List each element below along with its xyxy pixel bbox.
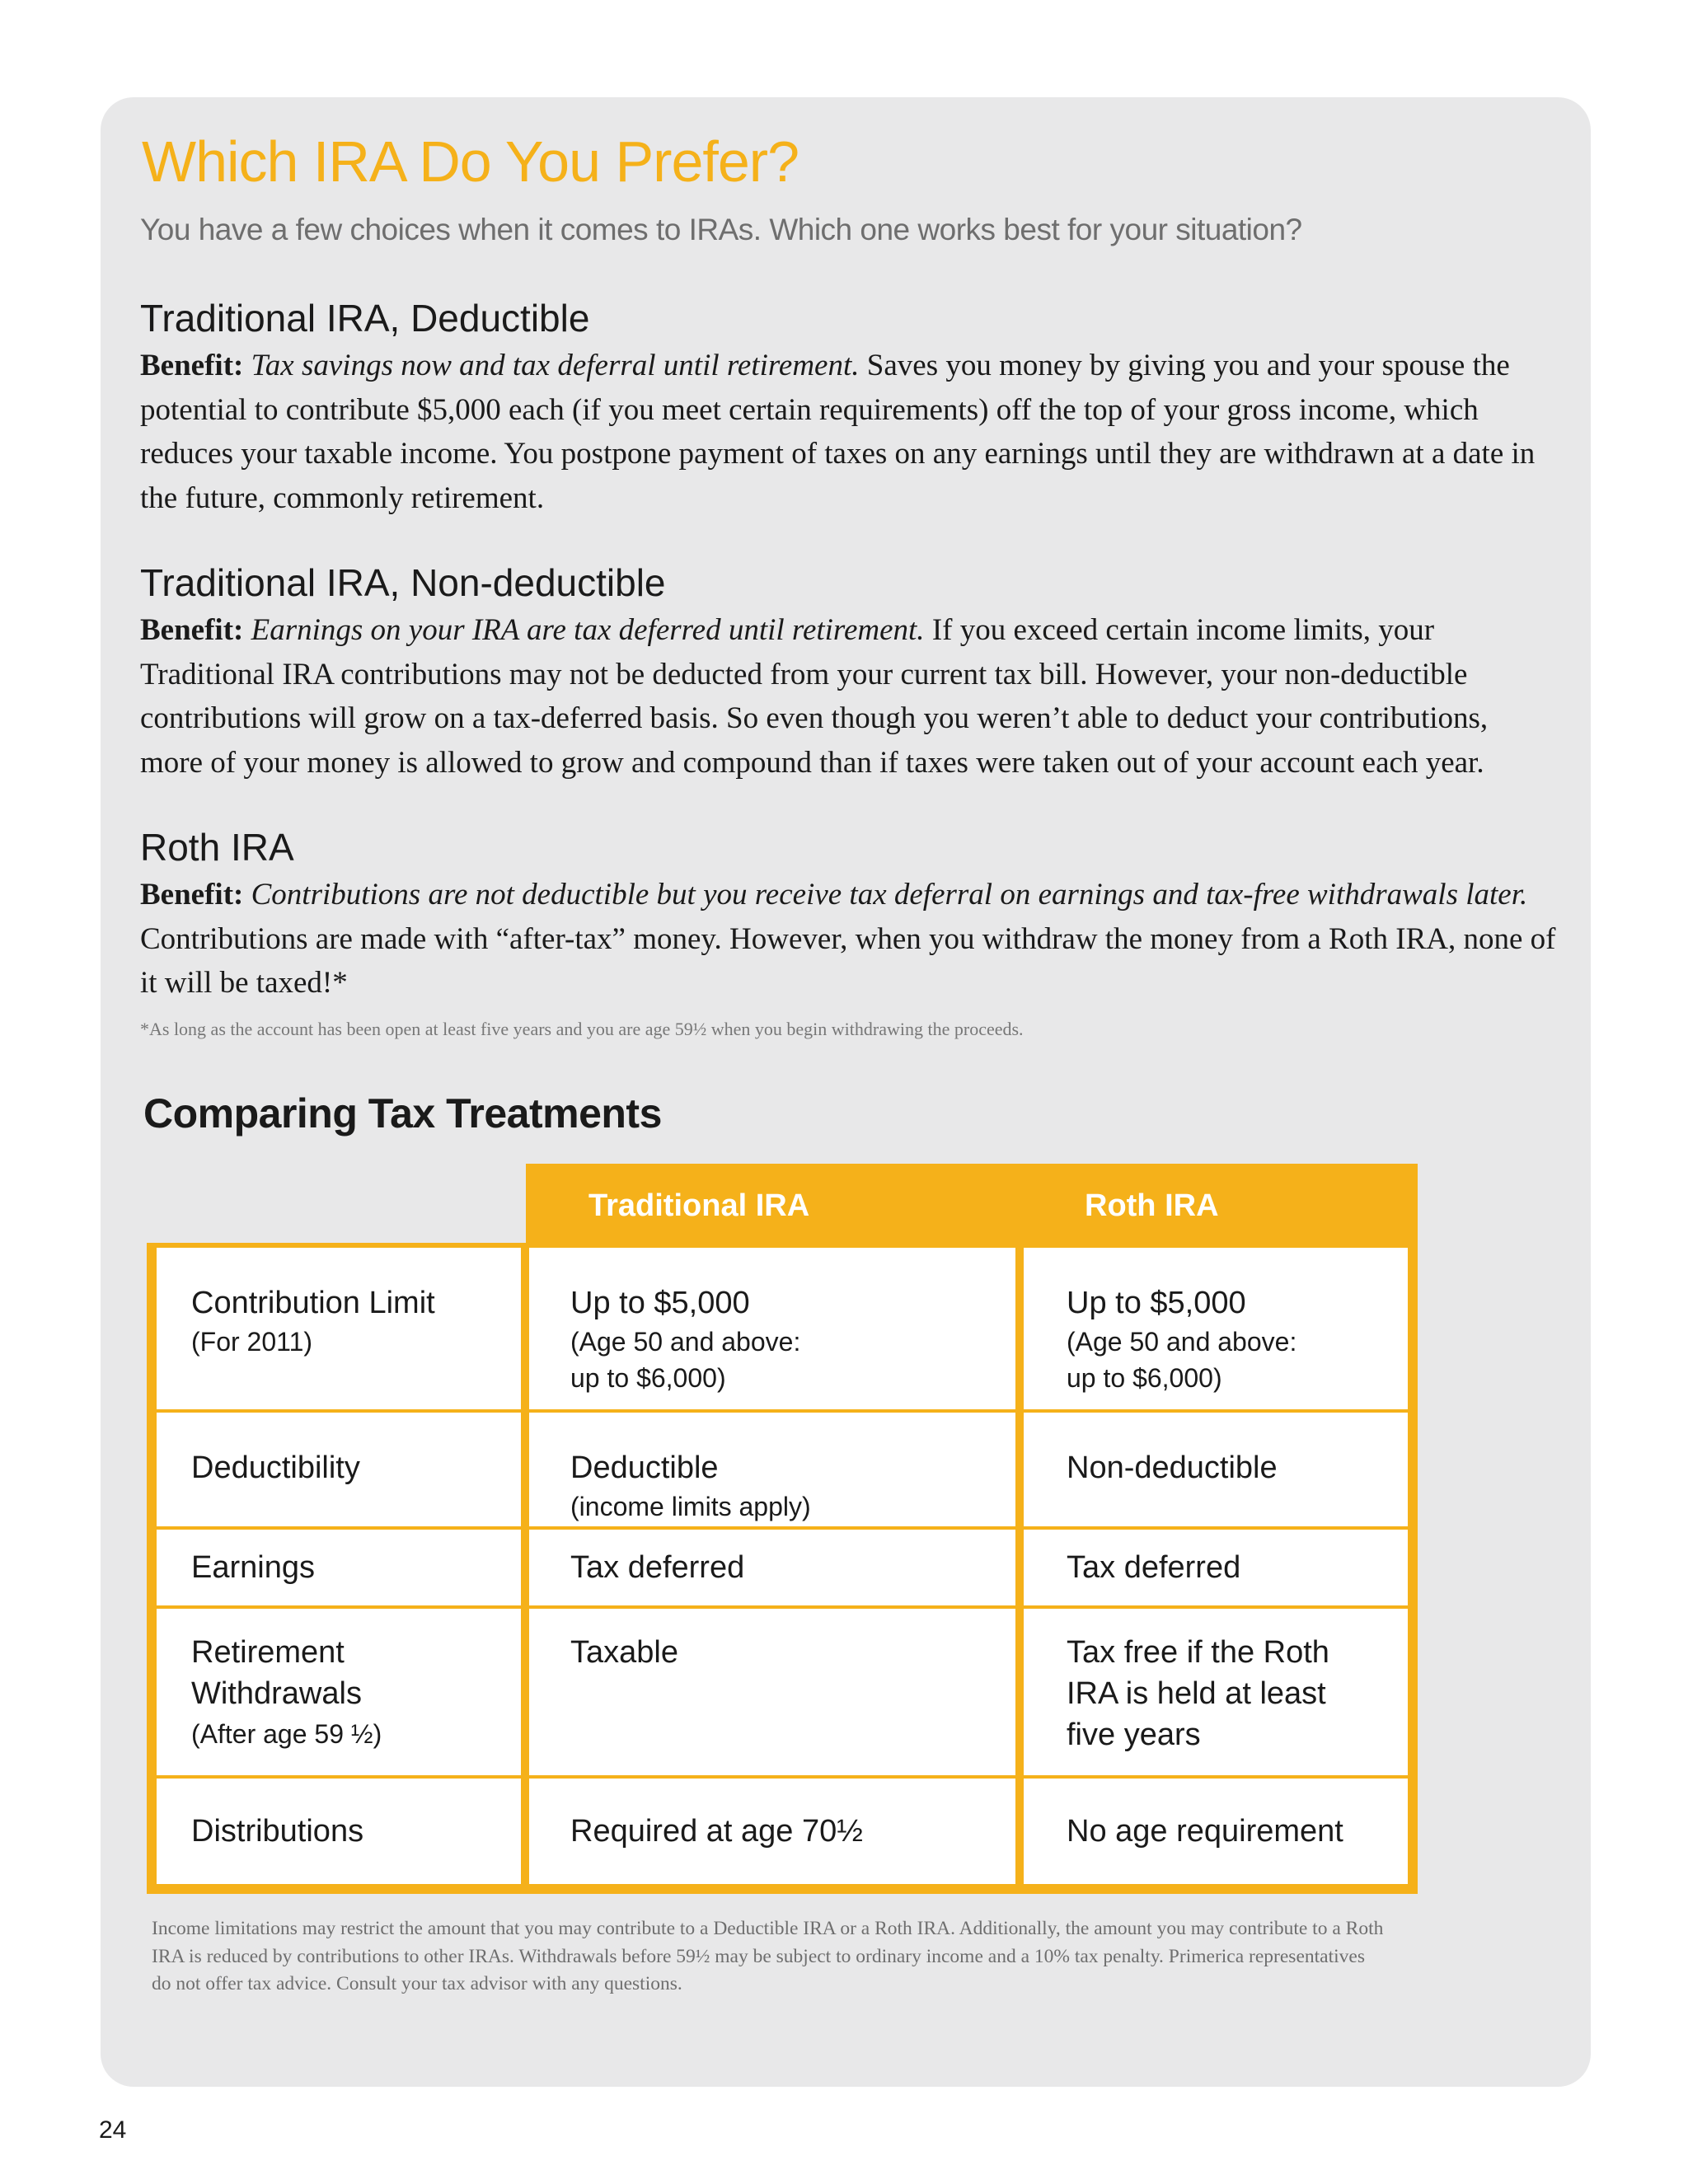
section-traditional-deductible [140, 294, 1558, 520]
row-label-sub: (After age 59 ½) [191, 1719, 382, 1749]
cell-value: Up to $5,000 [570, 1286, 750, 1320]
table-cell-roth [1024, 1413, 1408, 1526]
roth-footnote: *As long as the account has been open at least five years and you are age 59½ when you begin withdrawing the proceeds. [140, 1019, 1024, 1039]
table-cell-traditional [529, 1530, 1015, 1605]
row-label-sub: (For 2011) [191, 1327, 313, 1357]
table-row-label [157, 1248, 521, 1409]
table-row-label [157, 1530, 521, 1605]
table-cell-roth [1024, 1530, 1408, 1605]
header-roth-ira: Roth IRA [1085, 1188, 1219, 1223]
cell-value: Tax free if the Roth IRA is held at least five years [1067, 1635, 1329, 1752]
benefit-summary: Contributions are not deductible but you receive tax deferral on earnings and tax-free withdrawals later. [251, 878, 1528, 912]
cell-value: Tax deferred [570, 1550, 745, 1585]
table-row-label [157, 1779, 521, 1884]
section-traditional-nondeductible [140, 559, 1558, 785]
row-label: Contribution Limit [191, 1286, 435, 1320]
section-roth [140, 823, 1558, 1005]
cell-value: Tax deferred [1067, 1550, 1241, 1585]
disclaimer: Income limitations may restrict the amount that you may contribute to a Deductible IRA or a Roth IRA. Additionally, the amount you may contribute to a Roth IRA is reduced by contributions to other IRAs. Withdrawals before 59½ may be subject to ordinary income and a 10% tax penalty. Primerica representatives do not offer tax advice. Consult your tax advisor with any questions. [152, 1918, 1384, 1994]
section-body [140, 608, 1558, 785]
benefit-summary: Tax savings now and tax deferral until retirement. [251, 349, 860, 382]
benefit-label: Benefit: [140, 878, 244, 912]
section-heading: Roth IRA [140, 826, 294, 869]
section-heading: Traditional IRA, Deductible [140, 297, 590, 340]
benefit-label: Benefit: [140, 613, 244, 647]
table-header-bar [526, 1164, 1418, 1248]
cell-value: Required at age 70½ [570, 1814, 863, 1849]
table-cell-traditional [529, 1248, 1015, 1409]
cell-value: Deductible [570, 1451, 719, 1485]
section-heading: Traditional IRA, Non-deductible [140, 561, 666, 604]
table-row-label [157, 1609, 521, 1775]
cell-value: No age requirement [1067, 1814, 1343, 1849]
page-title: Which IRA Do You Prefer? [142, 129, 799, 194]
cell-value: Taxable [570, 1635, 678, 1670]
table-cell-roth [1024, 1779, 1408, 1884]
benefit-text: If you exceed certain income limits, your Traditional IRA contributions may not be deducted from your current tax bill. However, your non-deductible contributions will grow on a tax-deferred basis. So even though you weren’t able to deduct your contributions, more of your money is allowed to grow and compound than if taxes were taken out of your account each year. [140, 613, 1489, 780]
page-number: 24 [99, 2116, 127, 2144]
benefit-text: Saves you money by giving you and your spouse the potential to contribute $5,000 each (if you meet certain requirements) off the top of your gross income, which reduces your taxable income. You postpone payment of taxes on any earnings until they are withdrawn at a date in the future, commonly retirement. [140, 349, 1536, 515]
row-label: Distributions [191, 1814, 364, 1849]
table-cell-traditional [529, 1779, 1015, 1884]
table-cell-roth [1024, 1248, 1408, 1409]
benefit-summary: Earnings on your IRA are tax deferred until retirement. [251, 613, 925, 647]
section-body [140, 344, 1558, 520]
comparison-table [147, 1243, 1418, 1894]
benefit-text: Contributions are made with “after-tax” money. However, when you withdraw the money from a Roth IRA, none of it will be taxed!* [140, 921, 1556, 1000]
page-subtitle: You have a few choices when it comes to IRAs. Which one works best for your situation? [140, 213, 1302, 246]
cell-note: (income limits apply) [570, 1492, 811, 1521]
row-label: Deductibility [191, 1451, 360, 1485]
row-label: Earnings [191, 1550, 315, 1585]
table-row-label [157, 1413, 521, 1526]
benefit-label: Benefit: [140, 349, 244, 382]
table-cell-roth [1024, 1609, 1408, 1775]
cell-value: Non-deductible [1067, 1451, 1278, 1485]
cell-note: (Age 50 and above: up to $6,000) [570, 1327, 801, 1393]
section-body [140, 873, 1558, 1005]
header-traditional-ira: Traditional IRA [588, 1188, 810, 1223]
table-cell-traditional [529, 1413, 1015, 1526]
row-label: Retirement Withdrawals [191, 1635, 362, 1711]
table-cell-traditional [529, 1609, 1015, 1775]
cell-note: (Age 50 and above: up to $6,000) [1067, 1327, 1297, 1393]
cell-value: Up to $5,000 [1067, 1286, 1246, 1320]
table-title: Comparing Tax Treatments [143, 1090, 662, 1137]
